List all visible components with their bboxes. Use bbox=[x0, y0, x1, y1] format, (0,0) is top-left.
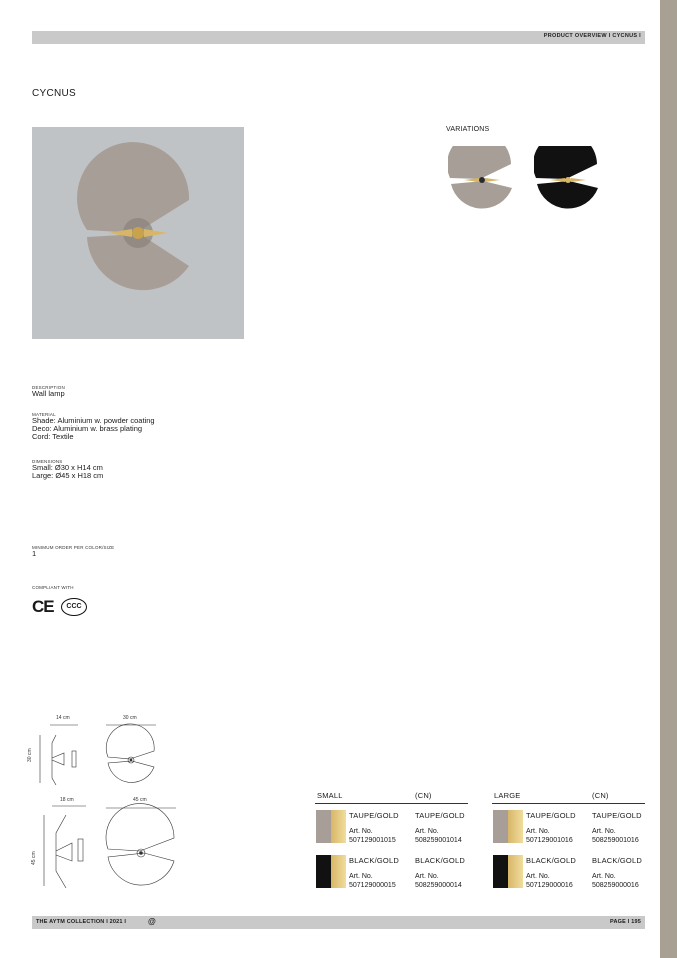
large-header: LARGE bbox=[494, 791, 521, 800]
description-label: DESCRIPTION bbox=[32, 385, 65, 390]
large-black-art bbox=[526, 873, 573, 890]
art-label: Art. No. bbox=[349, 828, 373, 835]
material-cord: Cord: Textile bbox=[32, 432, 74, 441]
material-deco: Deco: Aluminium w. brass plating bbox=[32, 424, 143, 433]
small-divider bbox=[315, 803, 468, 804]
large-taupe-cn-name: TAUPE/GOLD bbox=[592, 811, 642, 820]
dimensions-section bbox=[32, 459, 103, 480]
page-number: PAGE I 195 bbox=[610, 919, 641, 925]
footer-collection: THE AYTM COLLECTION I 2021 I bbox=[36, 919, 127, 925]
art-label: Art. No. bbox=[592, 873, 616, 880]
min-order-label: MINIMUM ORDER PER COLOR/SIZE bbox=[32, 545, 115, 550]
large-width-label: 45 cm bbox=[133, 797, 147, 803]
art-label: Art. No. bbox=[526, 828, 550, 835]
ccc-mark-icon: CCC bbox=[61, 598, 87, 616]
swatch-taupe-gold bbox=[316, 810, 346, 843]
art-number: 508259001016 bbox=[592, 836, 639, 844]
material-shade: Shade: Aluminium w. powder coating bbox=[32, 416, 155, 425]
large-cn-header: (CN) bbox=[592, 791, 609, 800]
art-number: 507129001016 bbox=[526, 836, 573, 844]
page-title: CYCNUS bbox=[32, 88, 77, 99]
swatch-black-gold bbox=[316, 855, 346, 888]
art-number: 507129001015 bbox=[349, 836, 396, 844]
large-taupe-cn-art bbox=[592, 828, 639, 845]
small-cn-header: (CN) bbox=[415, 791, 432, 800]
header-bar bbox=[32, 31, 645, 44]
small-taupe-cn-art bbox=[415, 828, 462, 845]
min-order-value: 1 bbox=[32, 549, 37, 558]
compliance-section bbox=[32, 585, 74, 590]
min-order-section bbox=[32, 545, 114, 558]
description-section bbox=[32, 385, 65, 398]
large-depth-label: 18 cm bbox=[60, 797, 74, 803]
large-black-name: BLACK/GOLD bbox=[526, 856, 576, 865]
small-header: SMALL bbox=[317, 791, 343, 800]
hero-image bbox=[32, 127, 244, 339]
small-black-cn-name: BLACK/GOLD bbox=[415, 856, 465, 865]
swatch-black-gold bbox=[493, 855, 523, 888]
small-width-label: 30 cm bbox=[123, 715, 137, 721]
instagram-icon[interactable]: @ bbox=[148, 917, 156, 926]
art-number: 508259000016 bbox=[592, 881, 639, 889]
art-number: 508259001014 bbox=[415, 836, 462, 844]
art-number: 507129000015 bbox=[349, 881, 396, 889]
material-label: MATERIAL bbox=[32, 412, 56, 417]
art-label: Art. No. bbox=[526, 873, 550, 880]
variations-label: VARIATIONS bbox=[446, 126, 490, 133]
swatch-taupe-gold bbox=[493, 810, 523, 843]
compliant-label: COMPLIANT WITH bbox=[32, 585, 74, 590]
dimension-large: Large: Ø45 x H18 cm bbox=[32, 471, 104, 480]
variation-taupe bbox=[448, 146, 516, 219]
side-tab bbox=[660, 0, 677, 958]
art-label: Art. No. bbox=[592, 828, 616, 835]
footer-bar bbox=[32, 916, 645, 929]
large-divider bbox=[492, 803, 645, 804]
small-black-art bbox=[349, 873, 396, 890]
small-depth-label: 14 cm bbox=[56, 715, 70, 721]
art-number: 507129000016 bbox=[526, 881, 573, 889]
art-label: Art. No. bbox=[349, 873, 373, 880]
small-black-name: BLACK/GOLD bbox=[349, 856, 399, 865]
large-taupe-art bbox=[526, 828, 573, 845]
small-taupe-cn-name: TAUPE/GOLD bbox=[415, 811, 465, 820]
technical-drawing bbox=[36, 723, 186, 898]
variation-black bbox=[534, 146, 602, 219]
breadcrumb: PRODUCT OVERVIEW I CYCNUS I bbox=[543, 33, 641, 39]
ce-mark-icon: CE bbox=[32, 597, 54, 616]
description-value: Wall lamp bbox=[32, 389, 65, 398]
art-number: 508259000014 bbox=[415, 881, 462, 889]
small-black-cn-art bbox=[415, 873, 462, 890]
art-label: Art. No. bbox=[415, 828, 439, 835]
small-height-label: 30 cm bbox=[27, 748, 33, 762]
material-section bbox=[32, 412, 155, 441]
large-black-cn-art bbox=[592, 873, 639, 890]
small-taupe-art bbox=[349, 828, 396, 845]
dimension-small: Small: Ø30 x H14 cm bbox=[32, 463, 103, 472]
large-height-label: 45 cm bbox=[31, 851, 37, 865]
large-taupe-name: TAUPE/GOLD bbox=[526, 811, 576, 820]
art-label: Art. No. bbox=[415, 873, 439, 880]
small-taupe-name: TAUPE/GOLD bbox=[349, 811, 399, 820]
large-black-cn-name: BLACK/GOLD bbox=[592, 856, 642, 865]
dimensions-label: DIMENSIONS bbox=[32, 459, 63, 464]
